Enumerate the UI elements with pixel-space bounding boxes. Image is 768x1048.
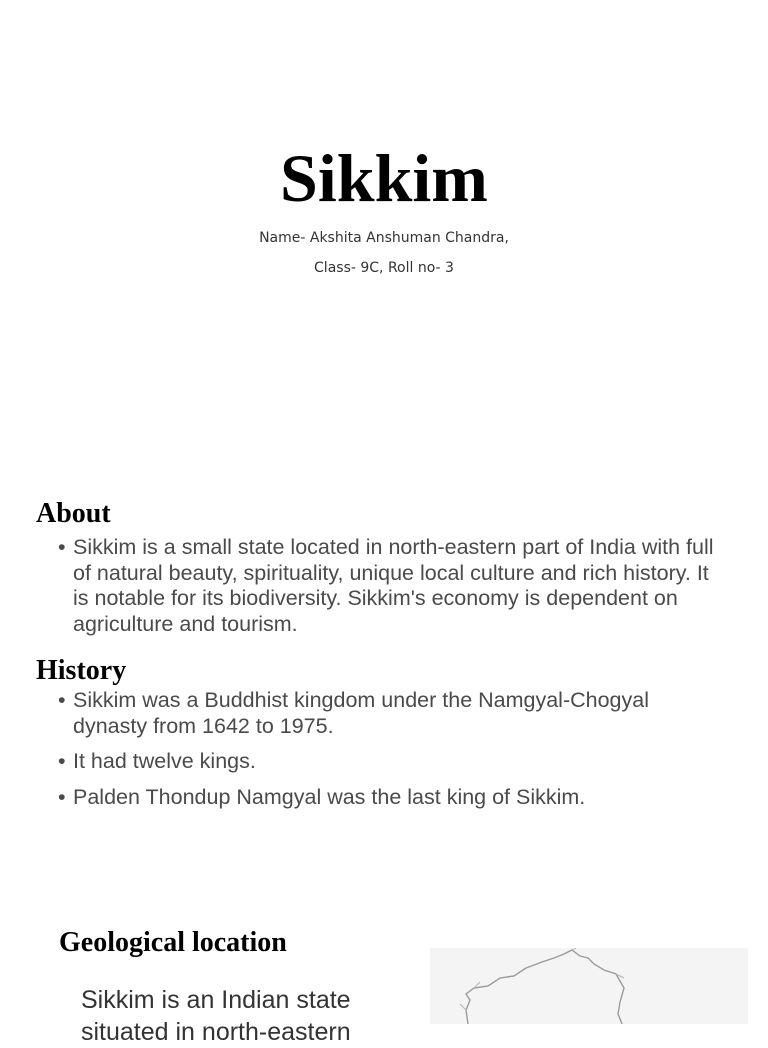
sikkim-map [430,948,748,1024]
about-heading: About [36,498,111,529]
about-list [58,535,718,637]
map-outline-icon [430,948,748,1024]
geo-text: Sikkim is an Indian state situated in north-eastern [81,986,351,1046]
class-roll-info: Class- 9C, Roll no- 3 [314,260,454,276]
list-item: • Palden Thondup Namgyal was the last king of Sikkim. [58,785,718,811]
list-item: • It had twelve kings. [58,749,718,775]
list-item: • Sikkim was a Buddhist kingdom under the Namgyal-Chogyal dynasty from 1642 to 1975. [58,688,718,739]
history-list [58,688,718,810]
geo-heading: Geological location [59,927,287,958]
list-item: • Sikkim is a small state located in north-eastern part of India with full of natural beauty, spirituality, unique local culture and rich history. It is notable for its biodiversity. Sikkim's economy is dependent on agriculture and tourism. [58,535,718,637]
slide-title: Sikkim [280,140,488,216]
author-name: Name- Akshita Anshuman Chandra, [259,230,509,246]
history-heading: History [36,655,127,686]
